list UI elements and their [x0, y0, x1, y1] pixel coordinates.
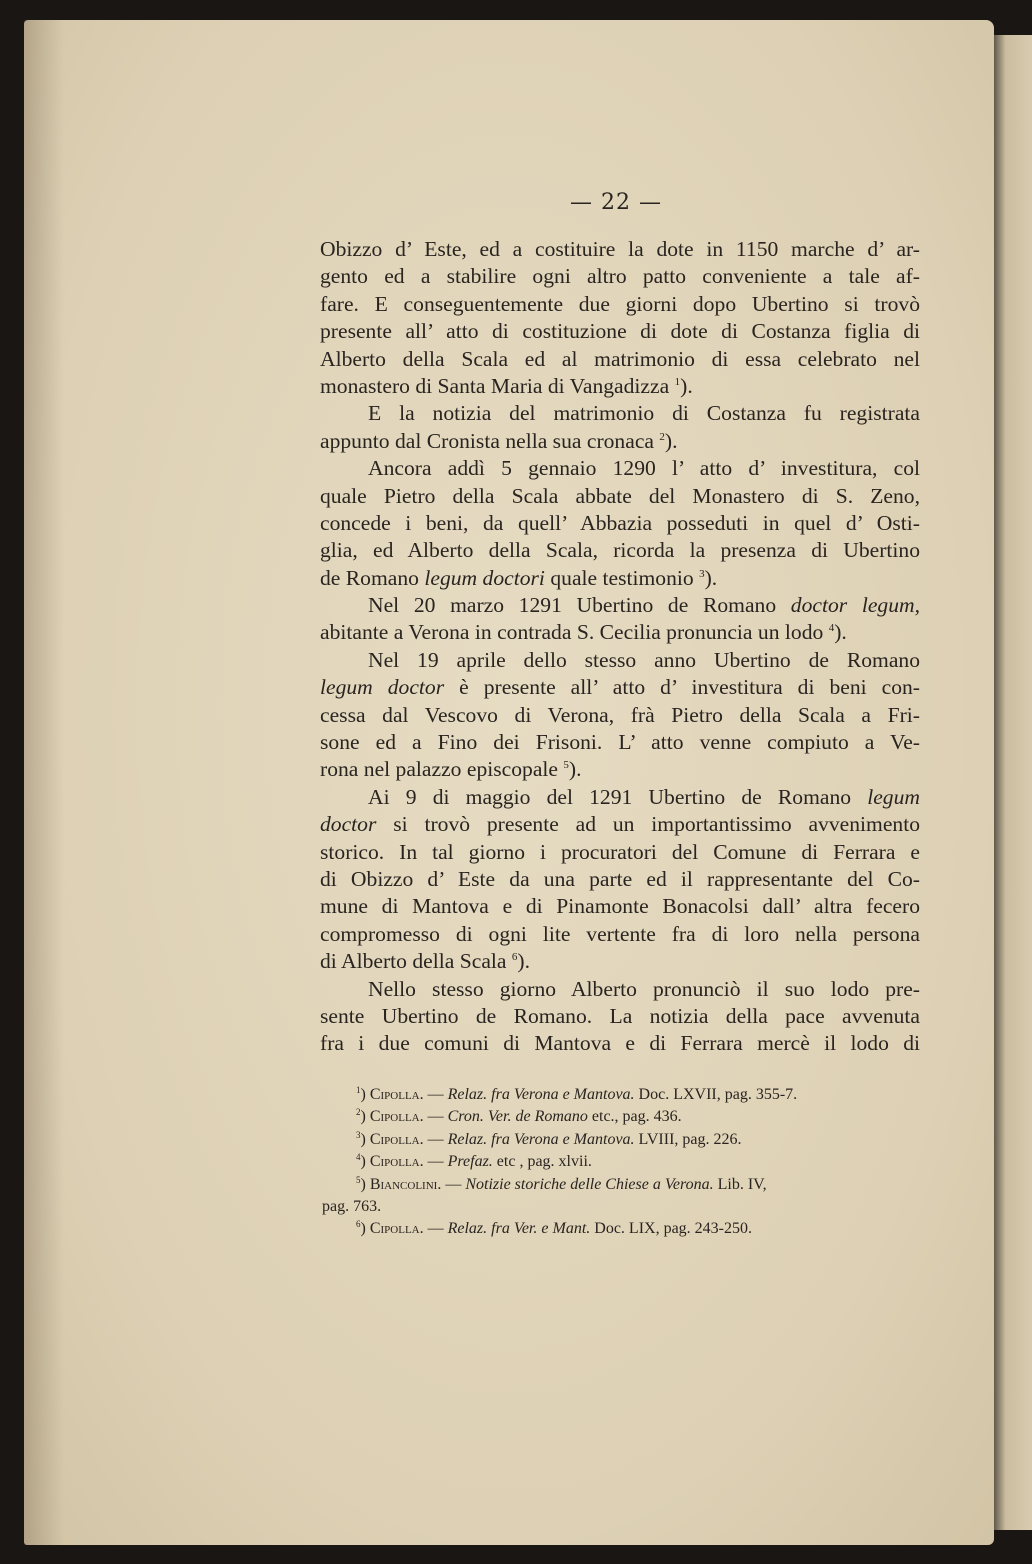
- text-line: legum doctor è presente all’ atto d’ investitura di beni con-: [320, 675, 920, 700]
- text-line: de Romano legum doctori quale testimonio $^3$).: [320, 565, 718, 590]
- footnote: $^3$) Cipolla. — Relaz. fra Verona e Mantova. LVIII, pag. 226.: [356, 1129, 742, 1148]
- text-line: Nello stesso giorno Alberto pronunciò il suo lodo pre-: [368, 976, 920, 1001]
- text-line: gento ed a stabilire ogni altro patto conveniente a tale af-: [320, 264, 920, 289]
- text-line: cessa dal Vescovo di Verona, frà Pietro della Scala a Fri-: [320, 702, 920, 727]
- text-line: presente all’ atto di costituzione di dote di Costanza figlia di: [320, 319, 920, 344]
- footnote: $^5$) Biancolini. — Notizie storiche delle Chiese a Verona. Lib. IV,: [356, 1174, 767, 1193]
- text-line: fra i due comuni di Mantova e di Ferrara mercè il lodo di: [320, 1031, 920, 1056]
- text-line: di Obizzo d’ Este da una parte ed il rappresentante del Co-: [320, 866, 920, 891]
- text-line: Obizzo d’ Este, ed a costituire la dote in 1150 marche d’ ar-: [320, 237, 920, 261]
- footnote-ref: 2: [659, 430, 665, 443]
- footnote-ref: 3: [699, 567, 705, 580]
- text-line: appunto dal Cronista nella sua cronaca $^2$).: [320, 428, 678, 453]
- next-page-edge: [988, 35, 1032, 1530]
- text-line: abitante a Verona in contrada S. Cecilia pronuncia un lodo $^4$).: [320, 620, 847, 645]
- spine-shadow: [24, 20, 64, 1545]
- text-line: Alberto della Scala ed al matrimonio di essa celebrato nel: [320, 346, 920, 371]
- text-line: Ai 9 di maggio del 1291 Ubertino de Romano legum: [368, 784, 920, 809]
- footnote-continuation: pag. 763.: [322, 1198, 382, 1216]
- text-line: fare. E conseguentemente due giorni dopo Ubertino si trovò: [320, 291, 920, 316]
- footnote: $^2$) Cipolla. — Cron. Ver. de Romano etc., pag. 436.: [356, 1107, 682, 1126]
- footnote-ref: 5: [563, 759, 569, 772]
- footnote-ref: 1: [674, 375, 681, 388]
- text-line: di Alberto della Scala $^6$).: [320, 949, 531, 974]
- text-line: Ancora addì 5 gennaio 1290 l’ atto d’ investitura, col: [368, 456, 920, 481]
- text-line: concede i beni, da quell’ Abbazia posseduti in quel d’ Osti-: [320, 510, 920, 535]
- text-line: storico. In tal giorno i procuratori del Comune di Ferrara e: [320, 839, 920, 864]
- text-line: sente Ubertino de Romano. La notizia della pace avvenuta: [320, 1003, 920, 1028]
- page-number: — 22 —: [570, 190, 662, 215]
- footnote: $^1$) Cipolla. — Relaz. fra Verona e Mantova. Doc. LXVII, pag. 355-7.: [356, 1085, 798, 1103]
- text-line: quale Pietro della Scala abbate del Monastero di S. Zeno,: [320, 483, 920, 508]
- text-line: doctor si trovò presente ad un importantissimo avvenimento: [320, 812, 921, 837]
- footnote-ref: 6: [511, 951, 518, 964]
- text-line: glia, ed Alberto della Scala, ricorda la presenza di Ubertino: [320, 538, 920, 563]
- footnote: $^4$) Cipolla. — Prefaz. etc , pag. xlvii.: [356, 1152, 592, 1171]
- text-line: monastero di Santa Maria di Vangadizza $^1$).: [320, 373, 693, 398]
- footnote-ref: 4: [828, 622, 835, 635]
- footnotes: [322, 1084, 920, 1241]
- text-line: compromesso di ogni lite vertente fra di loro nella persona: [320, 921, 920, 946]
- text-line: mune di Mantova e di Pinamonte Bonacolsi dall’ altra fecero: [320, 894, 920, 919]
- text-line: Nel 19 aprile dello stesso anno Ubertino de Romano: [368, 647, 920, 672]
- body-text: [320, 236, 920, 1058]
- footnote: $^6$) Cipolla. — Relaz. fra Ver. e Mant. Doc. LIX, pag. 243-250.: [356, 1219, 753, 1238]
- text-line: Nel 20 marzo 1291 Ubertino de Romano doctor legum,: [368, 593, 920, 618]
- text-line: E la notizia del matrimonio di Costanza fu registrata: [368, 401, 920, 426]
- text-line: rona nel palazzo episcopale $^5$).: [320, 757, 582, 782]
- text-line: sone ed a Fino dei Frisoni. L’ atto venne compiuto a Ve-: [320, 730, 920, 755]
